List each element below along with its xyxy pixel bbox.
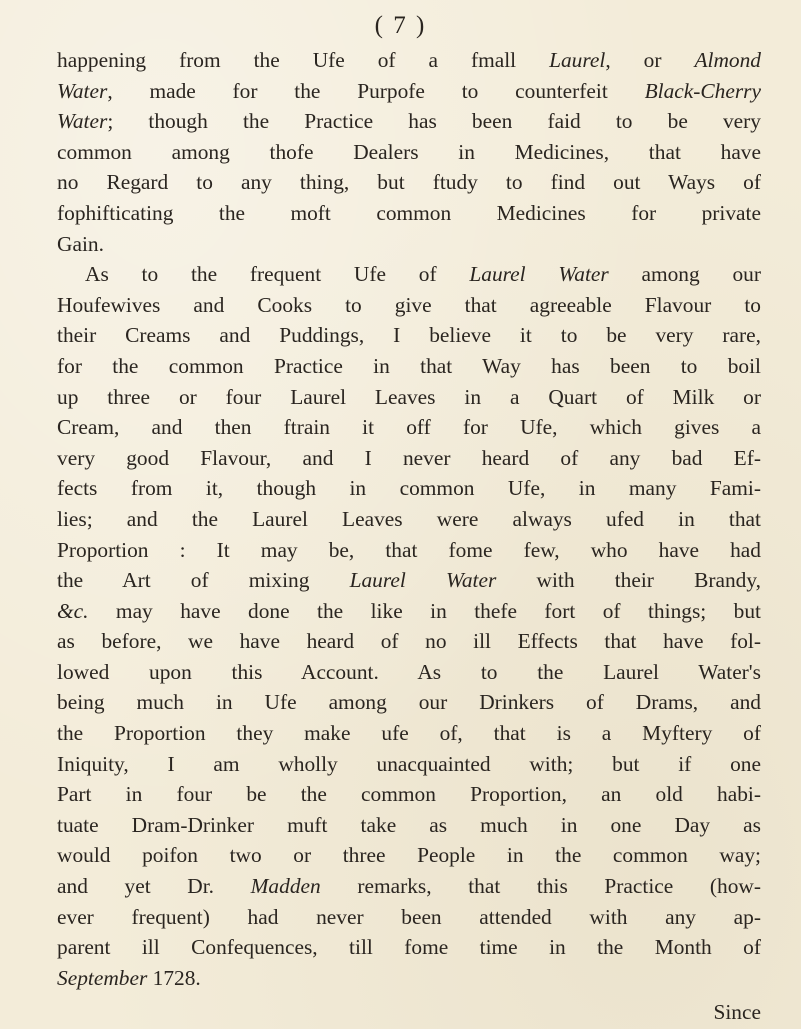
catchword: Since <box>713 1000 761 1024</box>
text-line: would poifon two or three People in the common way; <box>57 843 761 868</box>
text-line: tuate Dram-Drinker muft take as much in one Day as <box>57 812 761 837</box>
text-line: Water, made for the Purpofe to counterfeit Black-Cherry <box>57 78 761 103</box>
text-line: parent ill Confequences, till fome time in the Month of <box>57 935 761 960</box>
text-line: common among thofe Dealers in Medicines, that have <box>57 139 761 164</box>
text-line: Proportion : It may be, that fome few, who have had <box>57 537 761 562</box>
text-line: the Art of mixing Laurel Water with their Brandy, <box>57 568 761 593</box>
body-text <box>57 45 761 993</box>
text-line: Part in four be the common Proportion, an old habi- <box>57 782 761 807</box>
text-line: lowed upon this Account. As to the Laurel Water's <box>57 659 761 684</box>
text-line: &c. may have done the like in thefe fort of things; but <box>57 598 761 623</box>
text-line: the Proportion they make ufe of, that is a Myftery of <box>57 721 761 746</box>
text-line: for the common Practice in that Way has been to boil <box>57 353 761 378</box>
text-line: up three or four Laurel Leaves in a Quart of Milk or <box>57 384 761 409</box>
text-line: fects from it, though in common Ufe, in many Fami- <box>57 476 761 501</box>
page-number: ( 7 ) <box>374 12 427 39</box>
text-line: September 1728. <box>57 965 201 990</box>
text-line: no Regard to any thing, but ftudy to find out Ways of <box>57 170 761 195</box>
paragraph <box>57 45 761 259</box>
text-line: as before, we have heard of no ill Effects that have fol- <box>57 629 761 654</box>
text-line: lies; and the Laurel Leaves were always ufed in that <box>57 506 761 531</box>
text-line: their Creams and Puddings, I believe it to be very rare, <box>57 323 761 348</box>
text-line: being much in Ufe among our Drinkers of Drams, and <box>57 690 761 715</box>
text-line: As to the frequent Ufe of Laurel Water among our <box>85 262 761 287</box>
text-line: Cream, and then ftrain it off for Ufe, which gives a <box>57 415 761 440</box>
text-line: and yet Dr. Madden remarks, that this Practice (how- <box>57 874 761 899</box>
text-line: Houfewives and Cooks to give that agreeable Flavour to <box>57 292 761 317</box>
text-line: Water; though the Practice has been faid to be very <box>57 109 761 134</box>
text-line: ever frequent) had never been attended with any ap- <box>57 904 761 929</box>
text-line: Gain. <box>57 231 104 256</box>
text-line: happening from the Ufe of a fmall Laurel, or Almond <box>57 48 761 72</box>
text-line: very good Flavour, and I never heard of any bad Ef- <box>57 445 761 470</box>
text-line: fophifticating the moft common Medicines for private <box>57 200 761 225</box>
text-line: Iniquity, I am wholly unacquainted with; but if one <box>57 751 761 776</box>
paragraph <box>57 259 761 993</box>
